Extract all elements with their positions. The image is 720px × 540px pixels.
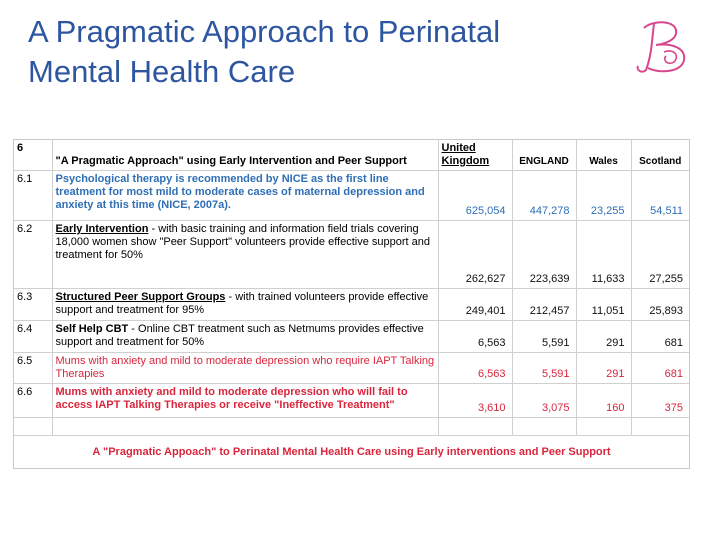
value-england: 3,075 — [512, 384, 576, 418]
column-header-england: ENGLAND — [512, 140, 576, 171]
table-row-empty — [14, 418, 689, 436]
row-text: - Online CBT treatment such as Netmums provides effective support and treatment for 50% — [55, 323, 424, 348]
row-description: Mums with anxiety and mild to moderate depression who require IAPT Talking Therapies — [52, 353, 438, 384]
table-caption: A "Pragmatic Appoach" to Perinatal Mental Health Care using Early interventions and Peer Support — [92, 446, 611, 458]
title-line-2: Mental Health Care — [28, 54, 296, 89]
row-text: - with trained volunteers provide effective support and treatment for 95% — [55, 291, 429, 316]
value-wales: 23,255 — [576, 171, 631, 221]
value-uk: 262,627 — [438, 221, 512, 289]
value-england: 212,457 — [512, 289, 576, 321]
row-description — [52, 221, 438, 289]
empty-cell — [631, 418, 689, 436]
row-number: 6.4 — [14, 321, 52, 353]
column-header-uk: United Kingdom — [438, 140, 512, 171]
b-monogram-icon — [630, 18, 692, 76]
value-uk: 6,563 — [438, 353, 512, 384]
row-label: Early Intervention — [55, 223, 149, 235]
value-wales: 291 — [576, 321, 631, 353]
empty-cell — [438, 418, 512, 436]
empty-cell — [576, 418, 631, 436]
value-scotland: 375 — [631, 384, 689, 418]
row-label: Self Help CBT — [55, 323, 129, 335]
value-wales: 160 — [576, 384, 631, 418]
row-label: Structured Peer Support Groups — [55, 291, 226, 303]
value-scotland: 681 — [631, 353, 689, 384]
table-header-row — [14, 140, 689, 171]
row-description: Psychological therapy is recommended by NICE as the first line treatment for most mild to moderate cases of maternal depression and anxiety at this time (NICE, 2007a). — [52, 171, 438, 221]
value-uk: 3,610 — [438, 384, 512, 418]
value-scotland: 27,255 — [631, 221, 689, 289]
value-wales: 11,633 — [576, 221, 631, 289]
column-header-scotland: Scotland — [631, 140, 689, 171]
value-scotland: 25,893 — [631, 289, 689, 321]
table-row — [14, 353, 689, 384]
section-number: 6 — [14, 140, 52, 171]
empty-cell — [14, 418, 52, 436]
value-england: 5,591 — [512, 353, 576, 384]
table-row — [14, 171, 689, 221]
table-row — [14, 321, 689, 353]
value-uk: 625,054 — [438, 171, 512, 221]
section-heading: "A Pragmatic Approach" using Early Intervention and Peer Support — [52, 140, 438, 171]
row-description — [52, 321, 438, 353]
value-uk: 249,401 — [438, 289, 512, 321]
title-line-1: A Pragmatic Approach to Perinatal — [28, 14, 501, 49]
table-row — [14, 289, 689, 321]
row-number: 6.3 — [14, 289, 52, 321]
value-wales: 291 — [576, 353, 631, 384]
slide-title — [28, 12, 628, 92]
value-scotland: 54,511 — [631, 171, 689, 221]
column-header-wales: Wales — [576, 140, 631, 171]
table-row — [14, 221, 689, 289]
value-scotland: 681 — [631, 321, 689, 353]
empty-cell — [52, 418, 438, 436]
value-wales: 11,051 — [576, 289, 631, 321]
data-table — [13, 139, 690, 469]
value-uk: 6,563 — [438, 321, 512, 353]
row-description — [52, 289, 438, 321]
row-number: 6.1 — [14, 171, 52, 221]
row-number: 6.6 — [14, 384, 52, 418]
value-england: 223,639 — [512, 221, 576, 289]
value-england: 447,278 — [512, 171, 576, 221]
row-number: 6.2 — [14, 221, 52, 289]
empty-cell — [512, 418, 576, 436]
row-number: 6.5 — [14, 353, 52, 384]
row-text: - with basic training and information field trials covering 18,000 women show "Peer Support" volunteers provide effective support and treatment for 50% — [55, 223, 430, 261]
table-row — [14, 384, 689, 418]
row-description: Mums with anxiety and mild to moderate depression who will fail to access IAPT Talking Therapies or receive "Ineffective Treatment" — [52, 384, 438, 418]
value-england: 5,591 — [512, 321, 576, 353]
